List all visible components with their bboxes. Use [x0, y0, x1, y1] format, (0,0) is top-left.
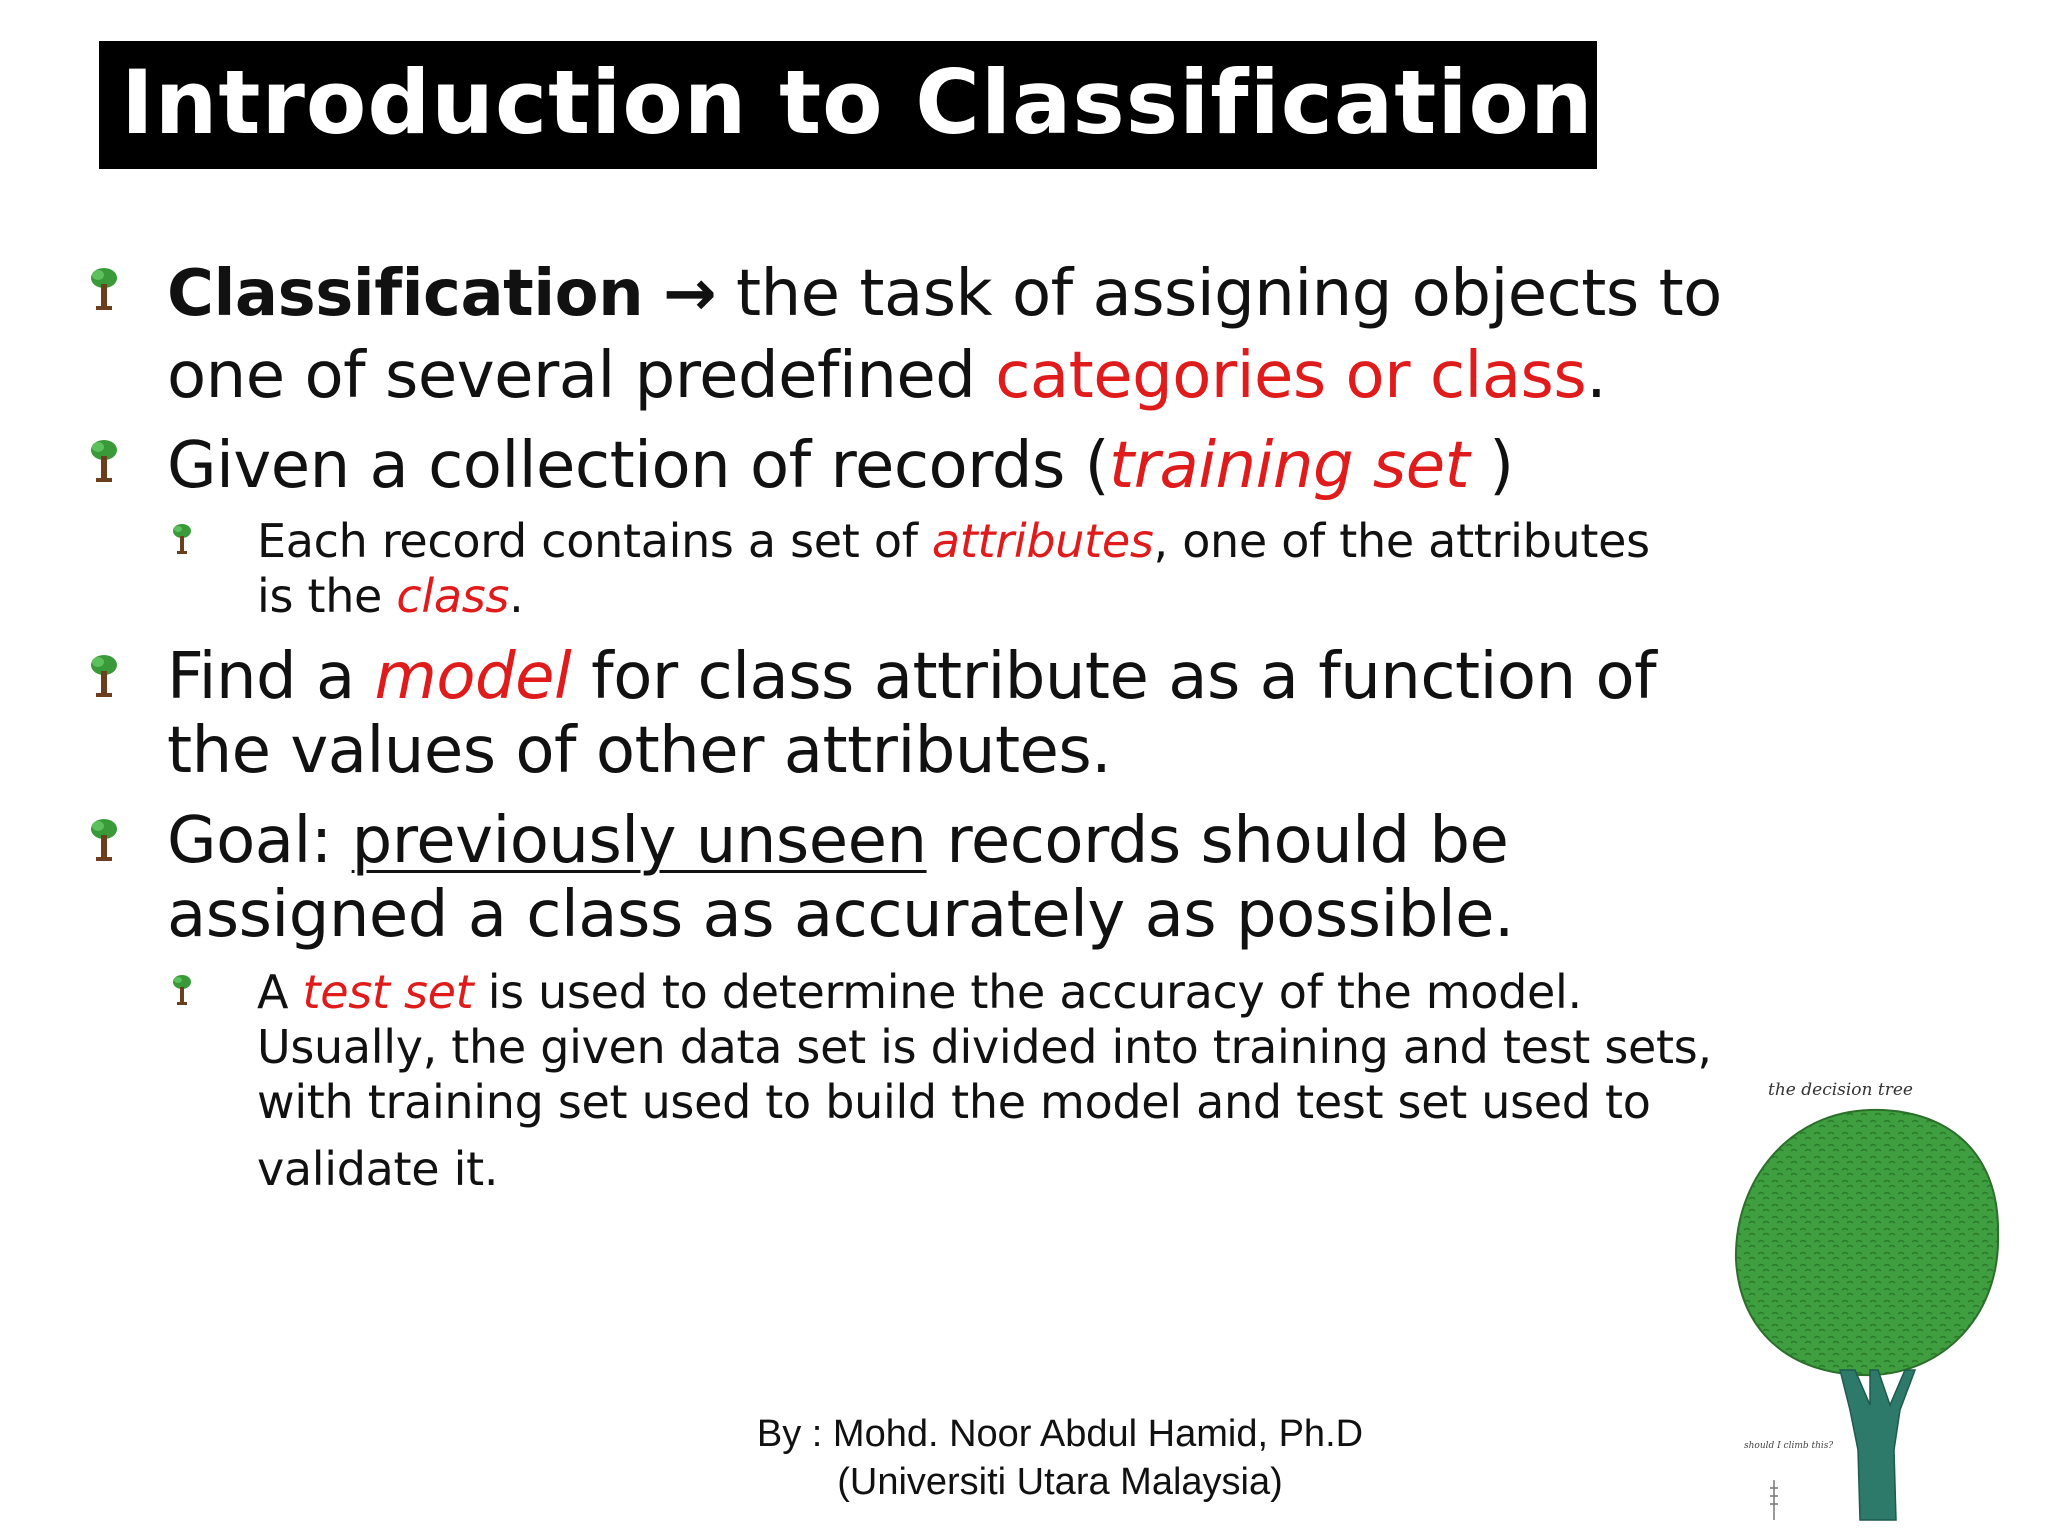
- slide-title: Introduction to Classification: [121, 51, 1594, 154]
- bullet-classification: Classification → the task of assigning objects to one of several predefined categories or class.: [167, 257, 1722, 413]
- tree-bullet-icon: [170, 974, 194, 1006]
- title-bar: [99, 41, 1597, 169]
- tree-bullet-icon: [86, 653, 122, 699]
- bullet-model: Find a model for class attribute as a function of the values of other attributes.: [167, 640, 1657, 788]
- bullet-goal: Goal: previously unseen records should be assigned a class as accurately as possible.: [167, 804, 1514, 952]
- sub-bullet-attributes: Each record contains a set of attributes, one of the attributes is the class.: [257, 514, 1650, 623]
- tree-bullet-icon: [170, 523, 194, 555]
- tree-caption: the decision tree: [1768, 1080, 1913, 1100]
- decision-tree-illustration: [1700, 1070, 2040, 1530]
- tree-bullet-icon: [86, 438, 122, 484]
- bullet-training-set: Given a collection of records (training set ): [167, 429, 1514, 503]
- tree-trunk-note: should I climb this?: [1744, 1441, 1834, 1451]
- sub-bullet-test-set: A test set is used to determine the accuracy of the model. Usually, the given data set is divided into training and test sets, with training set used to build the model and test set used to validate it.: [257, 965, 1712, 1196]
- footer-author-line: By : Mohd. Noor Abdul Hamid, Ph.D: [756, 1413, 1364, 1455]
- tree-bullet-icon: [86, 817, 122, 863]
- footer-university-line: (Universiti Utara Malaysia): [837, 1461, 1283, 1503]
- tree-bullet-icon: [86, 266, 122, 312]
